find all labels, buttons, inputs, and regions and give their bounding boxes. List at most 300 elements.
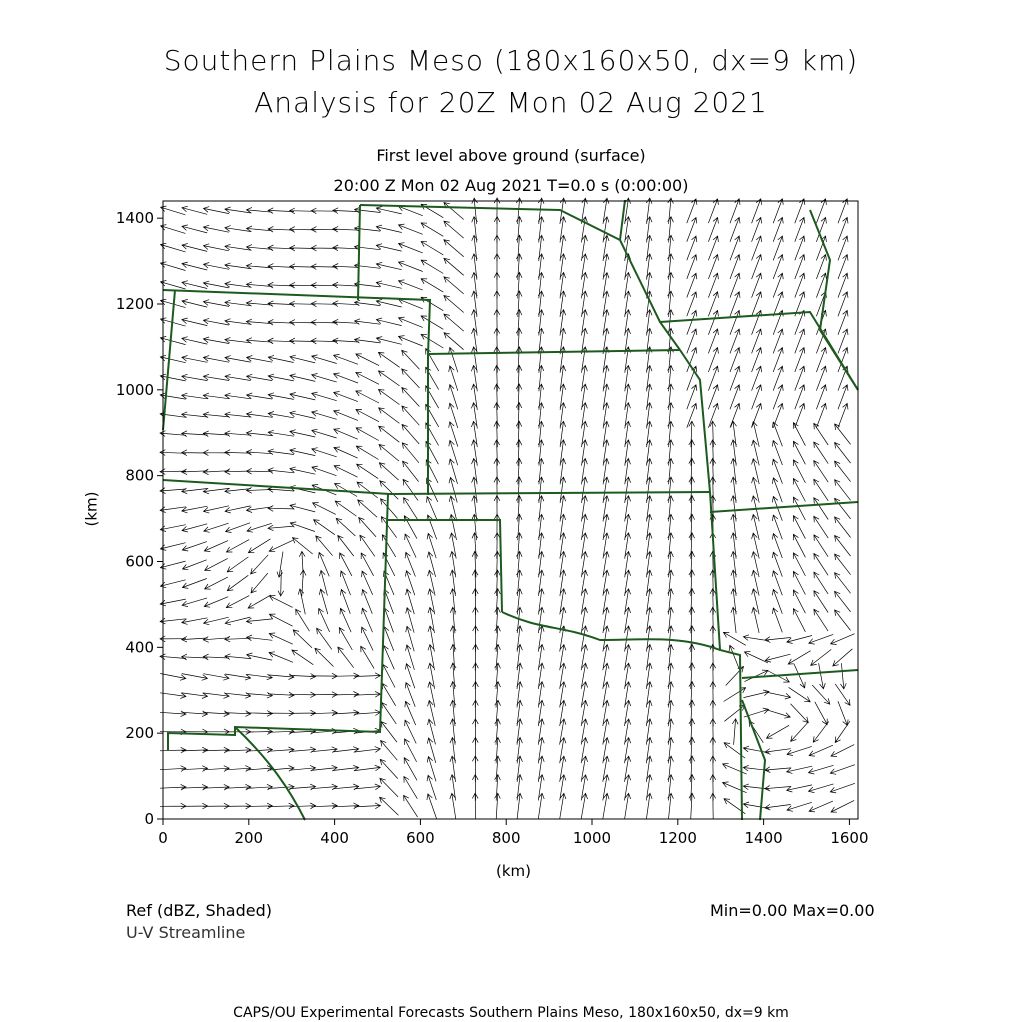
wind-vector [293,538,313,554]
wind-vector [182,299,207,307]
wind-vector [334,354,358,364]
wind-vector [160,393,186,399]
wind-vector [160,374,185,381]
wind-vector [182,337,207,344]
wind-vector [312,392,337,401]
wind-vector [160,561,185,569]
wind-vector [819,663,826,689]
wind-vector [809,784,834,793]
wind-vector [361,553,373,576]
wind-vector [182,674,208,681]
wind-vector [668,793,674,819]
wind-vector [788,651,810,664]
wind-vector [421,334,443,348]
x-tick-label: 200 [234,829,264,847]
border-ne-north [360,205,680,350]
wind-vector [182,225,207,233]
wind-vector [444,203,464,220]
border-east-river [810,210,858,390]
wind-vector [340,589,350,613]
wind-vector [772,608,782,632]
wind-vector [399,224,423,234]
x-tick-label: 0 [158,829,168,847]
wind-vector [809,745,833,756]
wind-vector [765,654,790,662]
x-tick-label: 400 [320,829,349,847]
x-tick-label: 600 [406,829,435,847]
wind-vector [182,693,208,699]
wind-vector [268,674,294,680]
wind-vector [334,373,358,383]
wind-vector [835,443,851,464]
wind-vector [791,722,808,741]
y-tick-label: 400 [125,638,154,657]
wind-vector [814,609,828,631]
wind-vector [831,634,855,645]
wind-vector [203,654,229,660]
wind-vector [809,765,834,774]
wind-vector [160,747,186,753]
border-ia-mo [660,312,858,390]
wind-vector [203,393,229,399]
wind-vector [405,739,417,762]
wind-vector [791,704,809,723]
wind-vector [161,281,186,290]
wind-vector [334,410,358,420]
wind-vector [251,573,268,593]
wind-vector [246,487,272,493]
border-ok-ar [710,492,742,820]
wind-vector [404,758,417,781]
wind-vector [361,627,373,650]
wind-vector [227,557,248,572]
wind-vector [794,664,805,688]
wind-vector [246,692,272,698]
wind-vector [361,646,374,668]
wind-vector [560,793,566,819]
wind-vector [449,366,458,391]
wind-vector [160,507,186,513]
x-axis [158,819,868,847]
y-tick-label: 0 [144,810,154,828]
wind-vector [160,488,186,494]
wind-vector [204,597,228,608]
wind-vector [744,652,768,663]
wind-vector [161,225,186,234]
wind-vector [444,240,464,257]
wind-vector [204,207,229,214]
wind-vector [226,540,249,552]
wind-vector [247,393,273,399]
wind-vector [203,300,229,307]
wind-vector [312,448,337,457]
wind-vector [269,614,292,626]
wind-vector [625,793,631,819]
wind-vector [731,607,737,633]
y-tick-label: 1400 [115,209,154,228]
wind-vector [787,802,812,811]
wind-vector [160,766,186,772]
wind-vector [247,653,272,660]
wind-vector [203,374,229,380]
wind-vector [246,468,272,474]
wind-vector [538,793,544,819]
wind-vector [204,541,228,552]
wind-vector [381,722,397,743]
wind-vector [227,575,248,590]
wind-vector [789,687,811,701]
wind-vector [226,523,250,533]
wind-vector [399,317,423,327]
wind-vector [444,221,464,238]
wind-vector [160,784,186,790]
wind-vector [269,540,293,551]
wind-vector [333,264,359,270]
wind-vector [161,262,186,271]
legend-field: Ref (dBZ, Shaded) [126,901,272,920]
wind-vector [269,633,293,644]
wind-vector [205,558,228,570]
wind-vector [835,424,851,444]
wind-vector [382,683,395,705]
wind-vector [277,552,283,578]
wind-vector [752,608,759,633]
wind-vector [723,782,747,793]
wind-vector [830,783,855,793]
x-axis-label: (km) [496,862,532,880]
wind-vector [203,318,229,325]
wind-vector [724,688,746,702]
wind-vector [380,778,398,797]
wind-vector [814,516,828,538]
wind-vector [333,301,359,307]
wind-vector [404,795,418,817]
wind-vector [765,749,791,755]
wind-vector [841,663,847,689]
wind-vector [815,702,827,725]
x-tick-label: 800 [491,829,521,847]
wind-vector [333,245,359,251]
wind-vector [316,536,333,556]
wind-vector [732,719,738,745]
wind-vector [334,447,358,458]
wind-vector [204,244,229,251]
wind-vector [729,645,739,669]
wind-vector [333,338,359,344]
wind-vector [793,609,805,632]
wind-vector [334,392,358,402]
wind-vector [293,630,312,648]
wind-vector [835,573,851,594]
wind-vector [835,498,851,519]
wind-vector [312,355,337,364]
wind-vector [160,336,185,344]
wind-vector [427,794,437,819]
wind-vector [382,703,397,724]
wind-vector [379,463,398,480]
y-tick-label: 800 [125,466,154,485]
wind-vector [203,281,229,288]
figure-subtitle: Analysis for 20Z Mon 02 Aug 2021 [254,86,768,119]
wind-vector [160,618,186,624]
wind-vector [160,674,186,681]
wind-vector [356,409,379,421]
y-tick-label: 1000 [115,380,154,399]
wind-vector [251,555,269,574]
wind-vector [378,371,399,386]
wind-vector [814,479,828,501]
wind-vector [449,347,458,372]
wind-vector [406,626,415,651]
wind-vector [357,464,379,478]
wind-vector [356,354,379,366]
wind-vector [603,793,609,819]
wind-vector [773,403,783,427]
wind-vector [314,520,335,535]
wind-vector [182,262,207,270]
wind-vector [226,596,249,608]
wind-vector [290,522,315,532]
wind-vector [399,243,423,253]
x-tick-label: 1400 [744,829,783,847]
x-tick-label: 1200 [658,829,697,847]
wind-vector [269,652,293,663]
y-tick-label: 1200 [115,295,154,313]
border-ar-mo [710,502,858,512]
wind-vector [689,793,695,819]
wind-vector [380,759,398,778]
wind-vector [333,319,359,325]
wind-vector [835,610,851,631]
wind-vector [336,518,355,536]
wind-vector [379,408,400,424]
wind-vector [205,577,228,589]
wind-vector [402,369,420,388]
wind-vector [809,634,833,644]
wind-vector [358,500,377,517]
wind-vector [787,746,812,755]
wind-vector [765,692,790,699]
wind-vector [247,507,273,513]
wind-vector [248,539,270,553]
wind-vector [312,411,337,420]
wind-vector [311,692,337,698]
border-nm-tx [168,494,388,750]
wind-vector [182,281,207,289]
wind-vector [421,223,443,236]
wind-vector [421,279,443,292]
wind-vector [160,543,185,551]
wind-vector [381,741,398,761]
wind-vector [247,431,273,437]
wind-vector [809,801,833,812]
x-tick-label: 1000 [572,829,612,847]
border-tx-la [742,700,765,820]
y-tick-label: 600 [125,552,154,571]
wind-vector [204,523,229,532]
wind-vector [268,525,294,531]
wind-vector [356,391,379,403]
wind-vector [160,599,186,606]
wind-vector [402,388,420,407]
wind-vector [299,551,305,577]
wind-vector [333,282,359,288]
legend-overlay: U-V Streamline [126,923,246,942]
wind-vector [765,637,791,643]
wind-vector [247,412,273,418]
wind-vector [444,333,464,350]
wind-vector [835,591,851,612]
wind-vector [334,429,358,440]
wind-vector [182,206,207,214]
wind-vector [449,440,458,465]
wind-vector [767,725,790,738]
wind-vector [160,711,186,717]
wind-vector [708,403,718,427]
legend-minmax: Min=0.00 Max=0.00 [710,901,875,920]
wind-vector [814,498,828,520]
wind-vector [247,374,273,380]
wind-vector [296,609,310,631]
wind-vector [160,693,186,699]
wind-vector [182,244,207,252]
wind-vector [814,554,828,576]
wind-vector [399,261,423,271]
wind-vector [787,766,812,773]
wind-vector [814,423,828,445]
wind-vector [292,650,313,665]
wind-vector [290,504,315,512]
wind-vector [204,506,229,513]
wind-vector [744,690,769,698]
wind-vector [444,296,464,313]
wind-vector [795,403,805,427]
wind-vector [182,598,207,607]
wind-vector [723,632,745,645]
wind-vector [383,665,395,688]
wind-vector [450,793,456,819]
wind-vector [449,422,458,447]
wind-vector [421,242,443,255]
wind-vector [830,765,855,775]
wind-vector [225,506,250,513]
border-co-north [358,205,360,300]
wind-vector [290,710,316,716]
wind-vector [182,374,208,380]
wind-vector [581,793,587,819]
wind-vector [814,535,828,557]
border-ks-mo [680,350,710,492]
wind-vector [182,488,208,494]
wind-vector [399,336,423,346]
wind-vector [313,503,336,515]
wind-vector [356,428,379,441]
wind-vector [402,424,419,444]
wind-vector [204,263,229,270]
wind-vector [161,243,186,252]
wind-vector [247,635,273,641]
wind-vector [333,208,359,214]
wind-vector [380,797,399,815]
wind-vector [203,337,229,344]
wind-vector [816,403,826,427]
wind-vector [472,793,478,819]
wind-vector [399,280,423,290]
wind-vector [359,518,376,537]
wind-vector [182,318,207,326]
wind-vector [449,385,458,410]
wind-vector [379,426,400,442]
level-label: First level above ground (surface) [376,146,646,165]
time-label: 20:00 Z Mon 02 Aug 2021 T=0.0 s (0:00:00) [333,176,689,195]
wind-vector [752,403,762,427]
border-ne-ks [428,350,680,354]
wind-vector [814,442,828,464]
wind-vector [247,618,273,624]
wind-vector [833,649,853,666]
wind-vector [402,406,419,425]
wind-vector [710,793,716,819]
wind-vector [333,226,359,232]
wind-vector [278,570,284,596]
wind-vector [203,674,229,681]
wind-vector [182,524,207,532]
wind-vector [183,560,207,570]
wind-vector [160,580,185,588]
wind-vector [811,649,832,665]
wind-vector [356,372,379,384]
wind-vector [402,350,420,369]
wind-vector [405,552,415,576]
y-tick-label: 200 [125,724,154,743]
wind-vector [203,356,229,363]
wind-vector [814,591,828,613]
wind-vector [812,685,830,704]
wind-vector [161,206,186,215]
wind-vector [765,709,790,718]
footer-text: CAPS/OU Experimental Forecasts Southern Plains Meso, 180x160x50, dx=9 km [233,1005,789,1021]
wind-vector [378,352,399,367]
wind-vector [204,617,229,625]
wind-vector [495,793,501,819]
wind-vector [182,579,206,589]
wind-vector [787,785,812,792]
wind-vector [225,431,251,437]
wind-vector [517,793,523,819]
wind-vector [444,314,464,331]
wind-vector [247,523,272,532]
wind-vector [182,356,207,363]
wind-vector [835,536,851,557]
wind-vector [247,356,273,363]
wind-vector [814,572,828,594]
wind-vector [318,608,329,632]
wind-vector [225,356,251,363]
wind-vector [357,482,378,498]
wind-vector [315,648,334,666]
wind-vector [404,777,417,799]
x-tick-label: 1600 [830,829,869,847]
wind-vector [380,481,398,499]
wind-vector [402,443,419,463]
wind-vector [449,403,458,428]
wind-vector [290,674,316,680]
wind-vector [248,595,271,608]
wind-vector [204,225,229,232]
wind-vector [444,258,464,275]
wind-vector [225,393,251,399]
wind-vector [838,701,848,725]
